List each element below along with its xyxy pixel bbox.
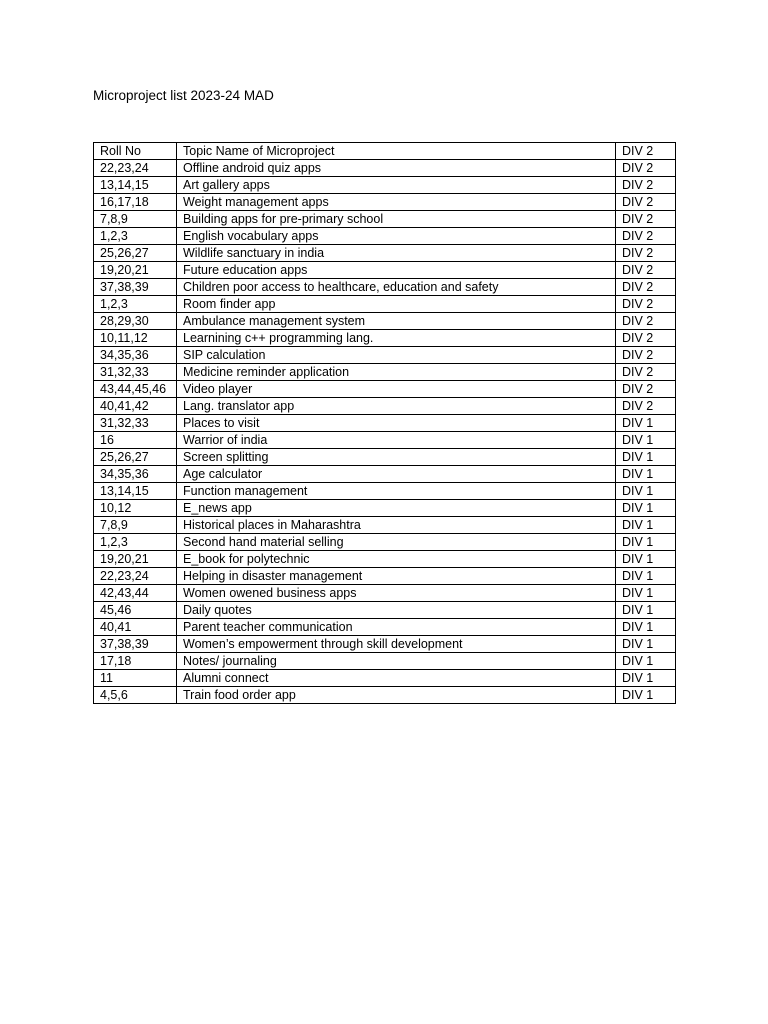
microproject-table xyxy=(93,142,676,704)
table-row xyxy=(94,330,676,347)
table-row xyxy=(94,466,676,483)
roll-no-cell: 16 xyxy=(94,432,177,449)
division-cell: DIV 2 xyxy=(616,313,676,330)
roll-no-cell: 28,29,30 xyxy=(94,313,177,330)
roll-no-cell: 40,41,42 xyxy=(94,398,177,415)
topic-cell: Room finder app xyxy=(177,296,616,313)
table-row xyxy=(94,381,676,398)
division-cell: DIV 2 xyxy=(616,262,676,279)
division-cell: DIV 1 xyxy=(616,551,676,568)
topic-cell: Parent teacher communication xyxy=(177,619,616,636)
roll-no-cell: 25,26,27 xyxy=(94,245,177,262)
table-row xyxy=(94,177,676,194)
topic-cell: Lang. translator app xyxy=(177,398,616,415)
roll-no-cell: 19,20,21 xyxy=(94,262,177,279)
roll-no-cell: 42,43,44 xyxy=(94,585,177,602)
table-row xyxy=(94,245,676,262)
topic-cell: Video player xyxy=(177,381,616,398)
table-row xyxy=(94,228,676,245)
division-cell: DIV 2 xyxy=(616,347,676,364)
header-roll-no: Roll No xyxy=(94,143,177,160)
topic-cell: E_news app xyxy=(177,500,616,517)
topic-cell: Age calculator xyxy=(177,466,616,483)
topic-cell: Offline android quiz apps xyxy=(177,160,616,177)
topic-cell: Building apps for pre-primary school xyxy=(177,211,616,228)
topic-cell: Daily quotes xyxy=(177,602,616,619)
division-cell: DIV 1 xyxy=(616,466,676,483)
topic-cell: Second hand material selling xyxy=(177,534,616,551)
division-cell: DIV 1 xyxy=(616,483,676,500)
roll-no-cell: 17,18 xyxy=(94,653,177,670)
topic-cell: Future education apps xyxy=(177,262,616,279)
topic-cell: Notes/ journaling xyxy=(177,653,616,670)
roll-no-cell: 16,17,18 xyxy=(94,194,177,211)
roll-no-cell: 19,20,21 xyxy=(94,551,177,568)
division-cell: DIV 2 xyxy=(616,177,676,194)
division-cell: DIV 2 xyxy=(616,279,676,296)
header-division: DIV 2 xyxy=(616,143,676,160)
roll-no-cell: 22,23,24 xyxy=(94,160,177,177)
topic-cell: Women’s empowerment through skill development xyxy=(177,636,616,653)
division-cell: DIV 2 xyxy=(616,381,676,398)
topic-cell: Ambulance management system xyxy=(177,313,616,330)
division-cell: DIV 2 xyxy=(616,194,676,211)
table-header-row xyxy=(94,143,676,160)
roll-no-cell: 25,26,27 xyxy=(94,449,177,466)
roll-no-cell: 37,38,39 xyxy=(94,279,177,296)
topic-cell: Historical places in Maharashtra xyxy=(177,517,616,534)
division-cell: DIV 1 xyxy=(616,602,676,619)
table-row xyxy=(94,296,676,313)
roll-no-cell: 37,38,39 xyxy=(94,636,177,653)
division-cell: DIV 1 xyxy=(616,500,676,517)
table-row xyxy=(94,500,676,517)
topic-cell: Function management xyxy=(177,483,616,500)
roll-no-cell: 43,44,45,46 xyxy=(94,381,177,398)
table-row xyxy=(94,551,676,568)
table-row xyxy=(94,687,676,704)
roll-no-cell: 34,35,36 xyxy=(94,466,177,483)
table-row xyxy=(94,568,676,585)
division-cell: DIV 2 xyxy=(616,245,676,262)
topic-cell: Medicine reminder application xyxy=(177,364,616,381)
division-cell: DIV 2 xyxy=(616,364,676,381)
table-row xyxy=(94,262,676,279)
division-cell: DIV 2 xyxy=(616,330,676,347)
table-row xyxy=(94,398,676,415)
roll-no-cell: 22,23,24 xyxy=(94,568,177,585)
table-row xyxy=(94,483,676,500)
division-cell: DIV 1 xyxy=(616,449,676,466)
roll-no-cell: 7,8,9 xyxy=(94,517,177,534)
table-row xyxy=(94,194,676,211)
topic-cell: Art gallery apps xyxy=(177,177,616,194)
table-row xyxy=(94,619,676,636)
roll-no-cell: 1,2,3 xyxy=(94,296,177,313)
table-row xyxy=(94,602,676,619)
roll-no-cell: 34,35,36 xyxy=(94,347,177,364)
topic-cell: E_book for polytechnic xyxy=(177,551,616,568)
roll-no-cell: 31,32,33 xyxy=(94,415,177,432)
topic-cell: Screen splitting xyxy=(177,449,616,466)
division-cell: DIV 1 xyxy=(616,670,676,687)
table-row xyxy=(94,449,676,466)
topic-cell: Train food order app xyxy=(177,687,616,704)
roll-no-cell: 1,2,3 xyxy=(94,534,177,551)
division-cell: DIV 2 xyxy=(616,398,676,415)
division-cell: DIV 1 xyxy=(616,636,676,653)
division-cell: DIV 1 xyxy=(616,432,676,449)
roll-no-cell: 10,12 xyxy=(94,500,177,517)
table-row xyxy=(94,517,676,534)
division-cell: DIV 1 xyxy=(616,653,676,670)
table-row xyxy=(94,347,676,364)
division-cell: DIV 1 xyxy=(616,517,676,534)
division-cell: DIV 1 xyxy=(616,619,676,636)
roll-no-cell: 45,46 xyxy=(94,602,177,619)
topic-cell: Children poor access to healthcare, education and safety xyxy=(177,279,616,296)
roll-no-cell: 13,14,15 xyxy=(94,483,177,500)
table-row xyxy=(94,670,676,687)
division-cell: DIV 2 xyxy=(616,296,676,313)
topic-cell: English vocabulary apps xyxy=(177,228,616,245)
division-cell: DIV 1 xyxy=(616,585,676,602)
division-cell: DIV 1 xyxy=(616,534,676,551)
table-row xyxy=(94,432,676,449)
roll-no-cell: 4,5,6 xyxy=(94,687,177,704)
table-row xyxy=(94,279,676,296)
division-cell: DIV 1 xyxy=(616,687,676,704)
topic-cell: Places to visit xyxy=(177,415,616,432)
division-cell: DIV 2 xyxy=(616,228,676,245)
topic-cell: Women owened business apps xyxy=(177,585,616,602)
roll-no-cell: 31,32,33 xyxy=(94,364,177,381)
table-body xyxy=(94,143,676,704)
table-row xyxy=(94,415,676,432)
table-row xyxy=(94,585,676,602)
division-cell: DIV 2 xyxy=(616,211,676,228)
header-topic-name: Topic Name of Microproject xyxy=(177,143,616,160)
division-cell: DIV 1 xyxy=(616,568,676,585)
topic-cell: Wildlife sanctuary in india xyxy=(177,245,616,262)
topic-cell: Helping in disaster management xyxy=(177,568,616,585)
topic-cell: SIP calculation xyxy=(177,347,616,364)
roll-no-cell: 7,8,9 xyxy=(94,211,177,228)
table-row xyxy=(94,534,676,551)
division-cell: DIV 2 xyxy=(616,160,676,177)
division-cell: DIV 1 xyxy=(616,415,676,432)
table-row xyxy=(94,313,676,330)
topic-cell: Weight management apps xyxy=(177,194,616,211)
topic-cell: Alumni connect xyxy=(177,670,616,687)
table-row xyxy=(94,211,676,228)
table-row xyxy=(94,653,676,670)
roll-no-cell: 40,41 xyxy=(94,619,177,636)
roll-no-cell: 1,2,3 xyxy=(94,228,177,245)
table-row xyxy=(94,636,676,653)
table-row xyxy=(94,364,676,381)
document-title: Microproject list 2023-24 MAD xyxy=(93,88,274,103)
topic-cell: Learnining c++ programming lang. xyxy=(177,330,616,347)
table-row xyxy=(94,160,676,177)
topic-cell: Warrior of india xyxy=(177,432,616,449)
roll-no-cell: 13,14,15 xyxy=(94,177,177,194)
roll-no-cell: 10,11,12 xyxy=(94,330,177,347)
roll-no-cell: 11 xyxy=(94,670,177,687)
